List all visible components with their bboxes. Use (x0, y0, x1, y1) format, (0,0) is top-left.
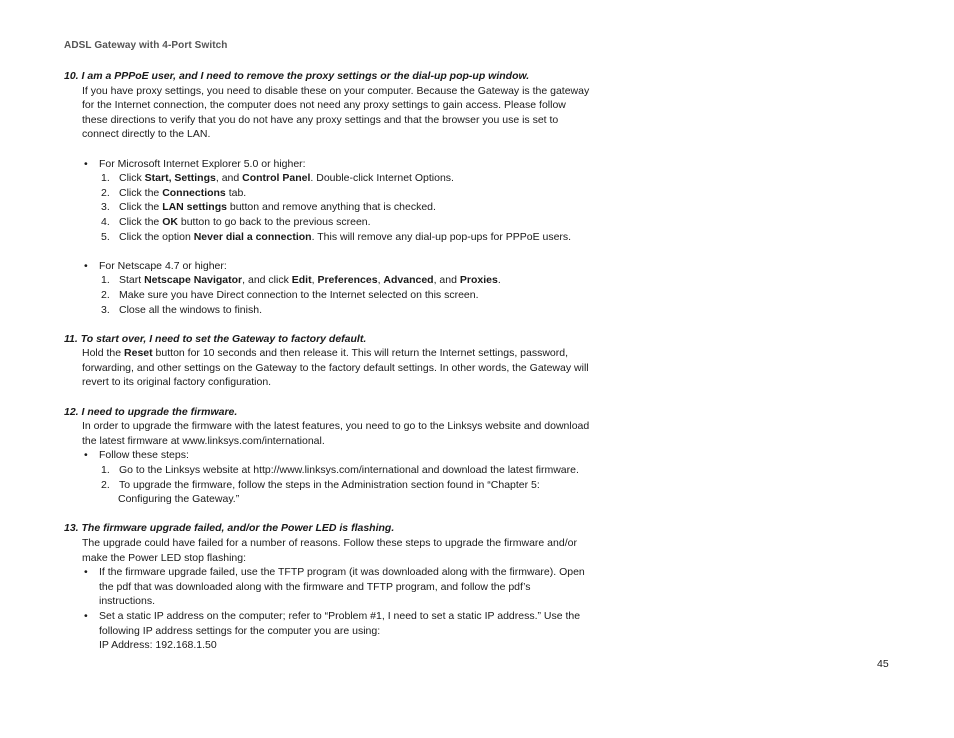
ie-step-1: 1. Click Start, Settings, and Control Panel. Double-click Internet Options. (101, 172, 454, 185)
q13-bullet-1-line: instructions. (99, 595, 156, 608)
q10-text-line: connect directly to the LAN. (82, 128, 211, 141)
q13-bullet-2: • Set a static IP address on the computer; refer to “Problem #1, I need to set a static IP address.” Use the (99, 609, 594, 624)
question-13-heading: 13. The firmware upgrade failed, and/or the Power LED is flashing. (64, 522, 395, 535)
q12-bullet: • Follow these steps: (99, 448, 594, 463)
q13-bullet-2-line: following IP address settings for the computer you are using: (99, 624, 381, 637)
q12-step-1: 1. Go to the Linksys website at http://www.linksys.com/international and download the latest firmware. (101, 464, 579, 477)
faq-content (64, 69, 594, 653)
q13-text-line: The upgrade could have failed for a number of reasons. Follow these steps to upgrade the firmware and/or (82, 537, 577, 549)
running-header: ADSL Gateway with 4-Port Switch (64, 40, 228, 51)
q11-text-line: forwarding, and other settings on the Gateway to the factory default settings. In other words, the Gateway will (82, 361, 589, 374)
ie-step-5: 5. Click the option Never dial a connection. This will remove any dial-up pop-ups for PPPoE users. (101, 230, 572, 243)
question-12-heading: 12. I need to upgrade the firmware. (64, 405, 238, 418)
ns-step-2: 2. Make sure you have Direct connection to the Internet selected on this screen. (101, 288, 479, 301)
q13-text-line: make the Power LED stop flashing: (82, 551, 247, 564)
question-10-heading: 10. I am a PPPoE user, and I need to remove the proxy settings or the dial-up pop-up window. (64, 70, 530, 82)
q13-bullet-1-line: the pdf that was downloaded along with the firmware and TFTP program, and follow the pdf’s (99, 580, 531, 593)
q10-text-line: for the Internet connection, the computer does not need any proxy settings to gain access. Please follow (82, 99, 566, 112)
ie-step-3: 3. Click the LAN settings button and remove anything that is checked. (101, 201, 436, 214)
q11-text-line: Hold the Reset button for 10 seconds and then release it. This will return the Internet settings, password, (82, 347, 569, 360)
q10-text-line: If you have proxy settings, you need to disable these on your computer. Because the Gateway is the gateway (82, 84, 590, 97)
q13-bullet-1: • If the firmware upgrade failed, use the TFTP program (it was downloaded along with the firmware). Open (99, 565, 594, 580)
q12-step-2: 2. To upgrade the firmware, follow the steps in the Administration section found in “Chapter 5: (101, 478, 540, 491)
ns-step-3: 3. Close all the windows to finish. (101, 303, 262, 316)
ns-step-1: 1. Start Netscape Navigator, and click Edit, Preferences, Advanced, and Proxies. (101, 274, 501, 287)
q12-text-line: In order to upgrade the firmware with the latest features, you need to go to the Linksys website and download (82, 420, 590, 433)
q12-step-2-continued: Configuring the Gateway.” (118, 493, 240, 506)
netscape-bullet: • For Netscape 4.7 or higher: (99, 259, 594, 274)
q11-text-line: revert to its original factory configuration. (82, 376, 272, 389)
ie-step-4: 4. Click the OK button to go back to the previous screen. (101, 215, 371, 228)
page-number: 45 (877, 658, 889, 670)
ip-address-line: IP Address: 192.168.1.50 (99, 639, 217, 652)
question-11-heading: 11. To start over, I need to set the Gateway to factory default. (64, 332, 367, 345)
q12-text-line: the latest firmware at www.linksys.com/international. (82, 434, 325, 447)
ie-step-2: 2. Click the Connections tab. (101, 186, 247, 199)
q10-text-line: these directions to verify that you do not have any proxy settings and that the browser you use is set to (82, 113, 559, 126)
ie-bullet: • For Microsoft Internet Explorer 5.0 or higher: (99, 157, 594, 172)
